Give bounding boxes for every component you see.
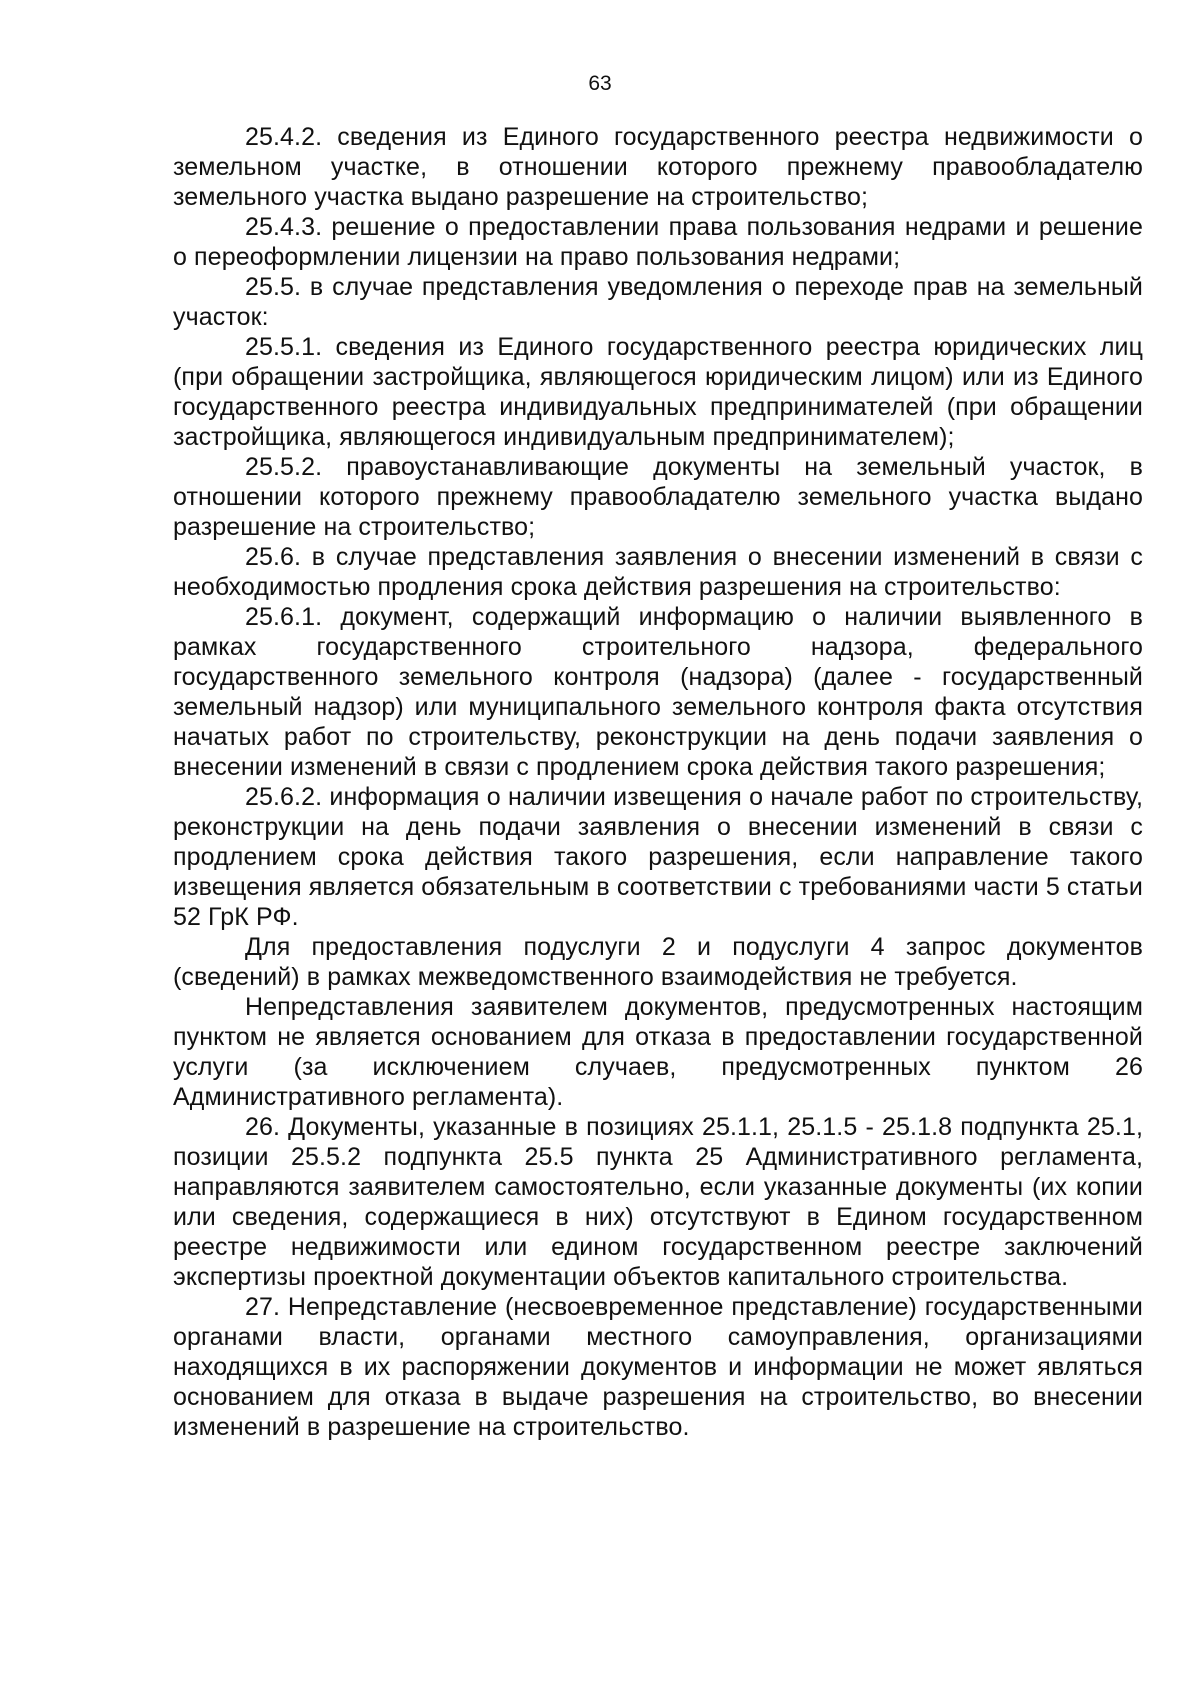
page-number: 63 [588,72,612,95]
paragraph-27: 27. Непредставление (несвоевременное представление) государственными органами власти, органами местного самоуправления, организациями находящихся в их распоряжении документов и информации не может являться основанием для отказа в выдаче разрешения на строительство, во внесении изменений в разрешение на строительство. [173,1293,1143,1441]
paragraph-25-4-3: 25.4.3. решение о предоставлении права пользования недрами и решение о переоформлении лицензии на право пользования недрами; [173,213,1143,271]
document-body [173,122,1143,1442]
paragraph-25-6-1: 25.6.1. документ, содержащий информацию о наличии выявленного в рамках государственного строительного надзора, федерального государственного земельного контроля (надзора) (далее - государственный земельный надзор) или муниципального земельного контроля факта отсутствия начатых работ по строительству, реконструкции на день подачи заявления о внесении изменений в связи с продлением срока действия такого разрешения; [173,603,1143,781]
paragraph-non-submission-note: Непредставления заявителем документов, предусмотренных настоящим пунктом не является основанием для отказа в предоставлении государственной услуги (за исключением случаев, предусмотренных пунктом 26 Административного регламента). [173,993,1143,1111]
paragraph-25-4-2: 25.4.2. сведения из Единого государственного реестра недвижимости о земельном участке, в отношении которого прежнему правообладателю земельного участка выдано разрешение на строительство; [173,123,1143,211]
paragraph-26: 26. Документы, указанные в позициях 25.1.1, 25.1.5 - 25.1.8 подпункта 25.1, позиции 25.5.2 подпункта 25.5 пункта 25 Административного регламента, направляются заявителем самостоятельно, если указанные документы (их копии или сведения, содержащиеся в них) отсутствуют в Едином государственном реестре недвижимости или едином государственном реестре заключений экспертизы проектной документации объектов капитального строительства. [173,1113,1143,1291]
paragraph-25-5: 25.5. в случае представления уведомления о переходе прав на земельный участок: [173,273,1143,331]
paragraph-25-5-1: 25.5.1. сведения из Единого государственного реестра юридических лиц (при обращении застройщика, являющегося юридическим лицом) или из Единого государственного реестра индивидуальных предпринимателей (при обращении застройщика, являющегося индивидуальным предпринимателем); [173,333,1143,451]
paragraph-25-6: 25.6. в случае представления заявления о внесении изменений в связи с необходимостью продления срока действия разрешения на строительство: [173,543,1143,601]
paragraph-25-5-2: 25.5.2. правоустанавливающие документы на земельный участок, в отношении которого прежнему правообладателю земельного участка выдано разрешение на строительство; [173,453,1143,541]
paragraph-25-6-2: 25.6.2. информация о наличии извещения о начале работ по строительству, реконструкции на день подачи заявления о внесении изменений в связи с продлением срока действия такого разрешения, если направление такого извещения является обязательным в соответствии с требованиями части 5 статьи 52 ГрК РФ. [173,783,1143,931]
paragraph-subservices-note: Для предоставления подуслуги 2 и подуслуги 4 запрос документов (сведений) в рамках межведомственного взаимодействия не требуется. [173,933,1143,991]
